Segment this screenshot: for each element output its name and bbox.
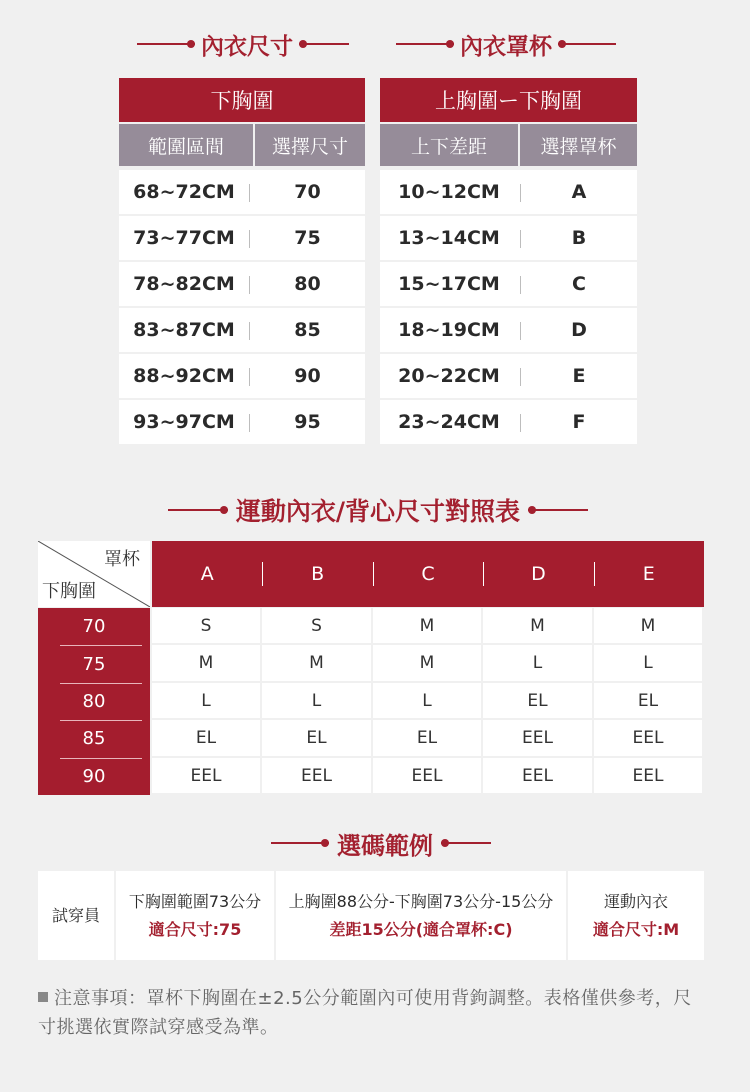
size-cell: EEL bbox=[594, 720, 702, 756]
cup-col-cup: 選擇罩杯 bbox=[520, 124, 637, 166]
underbust-cell-range: 78~82CM bbox=[133, 273, 235, 295]
sports-table-row-headers bbox=[38, 608, 150, 795]
header-separator bbox=[373, 562, 374, 586]
cup-cell-cup: E bbox=[572, 365, 586, 387]
size-cell: L bbox=[373, 683, 481, 718]
example-underbust-text: 下胸圍範圍73公分 bbox=[128, 891, 262, 911]
note-text: 注意事項：罩杯下胸圍在±2.5公分範圍內可使用背鉤調整。表格僅供參考，尺寸挑選依實際試穿感受為準。 bbox=[38, 988, 692, 1038]
underbust-cell-size: 80 bbox=[294, 273, 321, 295]
underbust-row bbox=[119, 308, 365, 352]
cup-cell-cup: B bbox=[571, 227, 587, 249]
cup-cell-cup: A bbox=[571, 181, 587, 203]
size-cell: M bbox=[483, 608, 592, 643]
underwear-size-title-text: 內衣尺寸 bbox=[201, 32, 293, 60]
size-cell: S bbox=[152, 608, 260, 643]
example-difference bbox=[276, 871, 566, 960]
size-cell: EEL bbox=[594, 758, 702, 793]
cup-row bbox=[380, 262, 637, 306]
cup-column-header: E bbox=[642, 563, 655, 585]
underbust-cell-range: 73~77CM bbox=[133, 227, 235, 249]
underbust-cell-size: 95 bbox=[294, 411, 321, 433]
underbust-row bbox=[119, 400, 365, 444]
cup-row bbox=[380, 400, 637, 444]
corner-band-label: 下胸圍 bbox=[42, 581, 96, 602]
band-row-header: 75 bbox=[82, 653, 106, 675]
underwear-size-title bbox=[130, 26, 356, 62]
cup-row bbox=[380, 216, 637, 260]
sports-chart-title bbox=[150, 490, 606, 530]
size-cell: EL bbox=[152, 720, 260, 756]
cup-cell-diff: 18~19CM bbox=[398, 319, 500, 341]
example-sports-result: 適合尺寸:M bbox=[592, 919, 680, 939]
cup-cell-diff: 23~24CM bbox=[398, 411, 500, 433]
underbust-row bbox=[119, 170, 365, 214]
band-row-header: 70 bbox=[82, 616, 106, 638]
note bbox=[38, 984, 710, 1042]
size-cell: M bbox=[373, 608, 481, 643]
example-sports-text: 運動內衣 bbox=[603, 891, 668, 911]
example-title-text: 選碼範例 bbox=[337, 830, 433, 860]
band-row-header: 90 bbox=[82, 765, 106, 787]
cup-column-header: B bbox=[311, 563, 325, 585]
size-cell: EL bbox=[594, 683, 702, 718]
size-cell: EEL bbox=[373, 758, 481, 793]
cup-row bbox=[380, 170, 637, 214]
header-separator bbox=[594, 562, 595, 586]
cup-column-header: D bbox=[531, 563, 546, 585]
size-cell: L bbox=[483, 645, 592, 681]
size-cell: S bbox=[262, 608, 371, 643]
cup-table bbox=[380, 78, 637, 444]
sports-table-corner bbox=[38, 541, 150, 607]
cup-col-diff: 上下差距 bbox=[380, 124, 518, 166]
example-label-text: 試穿員 bbox=[51, 905, 100, 925]
cup-size-title bbox=[392, 26, 620, 62]
sports-table-header bbox=[152, 541, 704, 607]
underbust-cell-range: 93~97CM bbox=[133, 411, 235, 433]
band-row-header: 80 bbox=[82, 690, 106, 712]
underbust-row bbox=[119, 262, 365, 306]
cup-column-header: C bbox=[421, 563, 435, 585]
underbust-col-size: 選擇尺寸 bbox=[255, 124, 365, 166]
underbust-cell-range: 88~92CM bbox=[133, 365, 235, 387]
example-difference-result: 差距15公分(適合罩杯:C) bbox=[329, 919, 513, 939]
example-underbust bbox=[116, 871, 274, 960]
band-row-header: 85 bbox=[82, 728, 106, 750]
cup-cell-diff: 20~22CM bbox=[398, 365, 500, 387]
example-label bbox=[38, 871, 114, 960]
example-title bbox=[258, 824, 504, 862]
cup-cell-cup: F bbox=[572, 411, 586, 433]
cup-cell-diff: 10~12CM bbox=[398, 181, 500, 203]
underbust-cell-size: 75 bbox=[294, 227, 321, 249]
underbust-table bbox=[119, 78, 365, 444]
size-cell: L bbox=[262, 683, 371, 718]
example-underbust-result: 適合尺寸:75 bbox=[148, 919, 242, 939]
header-separator bbox=[262, 562, 263, 586]
corner-cup-label: 罩杯 bbox=[104, 549, 140, 570]
cup-cell-cup: C bbox=[572, 273, 586, 295]
cup-cell-diff: 15~17CM bbox=[398, 273, 500, 295]
size-cell: EL bbox=[262, 720, 371, 756]
size-cell: M bbox=[373, 645, 481, 681]
underbust-row bbox=[119, 354, 365, 398]
cup-column-header: A bbox=[200, 563, 214, 585]
underbust-row bbox=[119, 216, 365, 260]
underbust-cell-size: 90 bbox=[294, 365, 321, 387]
cup-header: 上胸圍ー下胸圍 bbox=[380, 78, 637, 122]
cup-cell-cup: D bbox=[571, 319, 587, 341]
size-cell: M bbox=[152, 645, 260, 681]
size-cell: L bbox=[594, 645, 702, 681]
bullet-square-icon bbox=[38, 992, 48, 1002]
header-separator bbox=[483, 562, 484, 586]
underbust-cell-range: 83~87CM bbox=[133, 319, 235, 341]
underbust-cell-size: 70 bbox=[294, 181, 321, 203]
size-cell: EL bbox=[483, 683, 592, 718]
cup-row bbox=[380, 308, 637, 352]
size-cell: EL bbox=[373, 720, 481, 756]
underbust-cell-size: 85 bbox=[294, 319, 321, 341]
size-cell: L bbox=[152, 683, 260, 718]
underbust-cell-range: 68~72CM bbox=[133, 181, 235, 203]
size-cell: EEL bbox=[483, 720, 592, 756]
size-cell: M bbox=[262, 645, 371, 681]
cup-row bbox=[380, 354, 637, 398]
size-cell: EEL bbox=[152, 758, 260, 793]
sports-table-grid bbox=[152, 608, 704, 795]
underbust-header: 下胸圍 bbox=[119, 78, 365, 122]
example-sports bbox=[568, 871, 704, 960]
example-difference-text: 上胸圍88公分-下胸圍73公分-15公分 bbox=[288, 891, 554, 911]
cup-cell-diff: 13~14CM bbox=[398, 227, 500, 249]
cup-size-title-text: 內衣罩杯 bbox=[460, 32, 552, 60]
size-cell: EEL bbox=[262, 758, 371, 793]
underbust-col-range: 範圍區間 bbox=[119, 124, 253, 166]
sports-chart-title-text: 運動內衣/背心尺寸對照表 bbox=[235, 497, 521, 526]
size-cell: EEL bbox=[483, 758, 592, 793]
size-cell: M bbox=[594, 608, 702, 643]
